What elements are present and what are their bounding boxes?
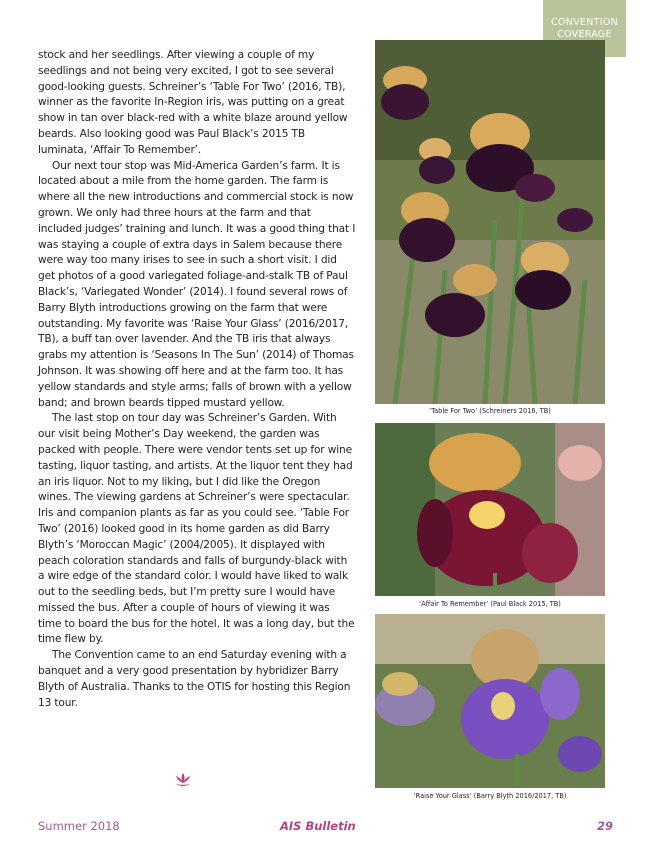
photo-caption: ‘Raise Your Glass’ (Barry Blyth 2016/2017, TB) (413, 792, 567, 800)
photo-caption: ‘Affair To Remember’ (Paul Black 2015, TB) (419, 600, 561, 608)
photo-raise-your-glass (375, 614, 605, 788)
section-tag-line1: CONVENTION (550, 16, 618, 28)
photo-affair-to-remember (375, 423, 605, 596)
article-paragraph: The last stop on tour day was Schreiner’s Garden. With our visit being Mother’s Day weekend, the garden was packed with people. There were vendor tents set up for wine tasting, liquor tasting, and artists. At the liquor tent they had an iris liquor. Not to my liking, but I did like the Oregon wines. The viewing gardens at Schreiner’s were spectacular. Iris and companion plants as far as you could see. ‘Table For Two’ (2016) looked good in its home garden as did Barry Blyth’s ‘Moroccan Magic’ (2004/2005). It displayed with peach coloration standards and falls of burgundy-black with a wire edge of the standard color. I would have liked to walk out to the seedling beds, but I’m pretty sure I would have missed the bus. After a couple of hours of viewing it was time to board the bus for the hotel. It was a long day, but the time flew by. (38, 412, 355, 646)
photo-table-for-two (375, 40, 605, 404)
photo-caption: ‘Table For Two’ (Schreiners 2016, TB) (429, 407, 551, 415)
footer-season: Summer 2018 (38, 819, 120, 833)
section-tag-line2: COVERAGE (557, 28, 612, 40)
footer-publication-title: AIS Bulletin (280, 819, 356, 833)
article-paragraph: stock and her seedlings. After viewing a couple of my seedlings and not being very excited, I got to see several good-looking guests. Schreiner’s ‘Table For Two’ (2016, TB), winner as the favorite In-Region iris, was putting on a great show in tan over black-red with a white blaze around yellow beards. Also looking good was Paul Black’s 2015 TB luminata, ‘Affair To Remember’. (38, 49, 348, 156)
lotus-ornament-icon (174, 772, 192, 788)
page-number: 29 (597, 819, 614, 833)
article-paragraph: The Convention came to an end Saturday evening with a banquet and a very good presentation by hybridizer Barry Blyth of Australia. Thanks to the OTIS for hosting this Region 13 tour. (38, 649, 351, 709)
article-paragraph: Our next tour stop was Mid-America Garden’s farm. It is located about a mile from the home garden. The farm is where all the new introductions and commercial stock is now grown. We only had three hours at the farm and that included judges’ training and lunch. It was a good thing that I was staying a couple of extra days in Salem because there were way too many irises to see in such a short visit. I did get photos of a good variegated foliage-and-stalk TB of Paul Black’s, ‘Variegated Wonder’ (2014). I found several rows of Barry Blyth introductions growing on the farm that were outstanding. My favorite was ‘Raise Your Glass’ (2016/2017, TB), a buff tan over lavender. And the TB iris that always grabs my attention is ‘Seasons In The Sun’ (2014) of Thomas Johnson. It was showing off here and at the farm too. It has yellow standards and style arms; falls of brown with a yellow band; and brown beards tipped mustard yellow. (38, 159, 356, 409)
article-body (38, 48, 356, 711)
